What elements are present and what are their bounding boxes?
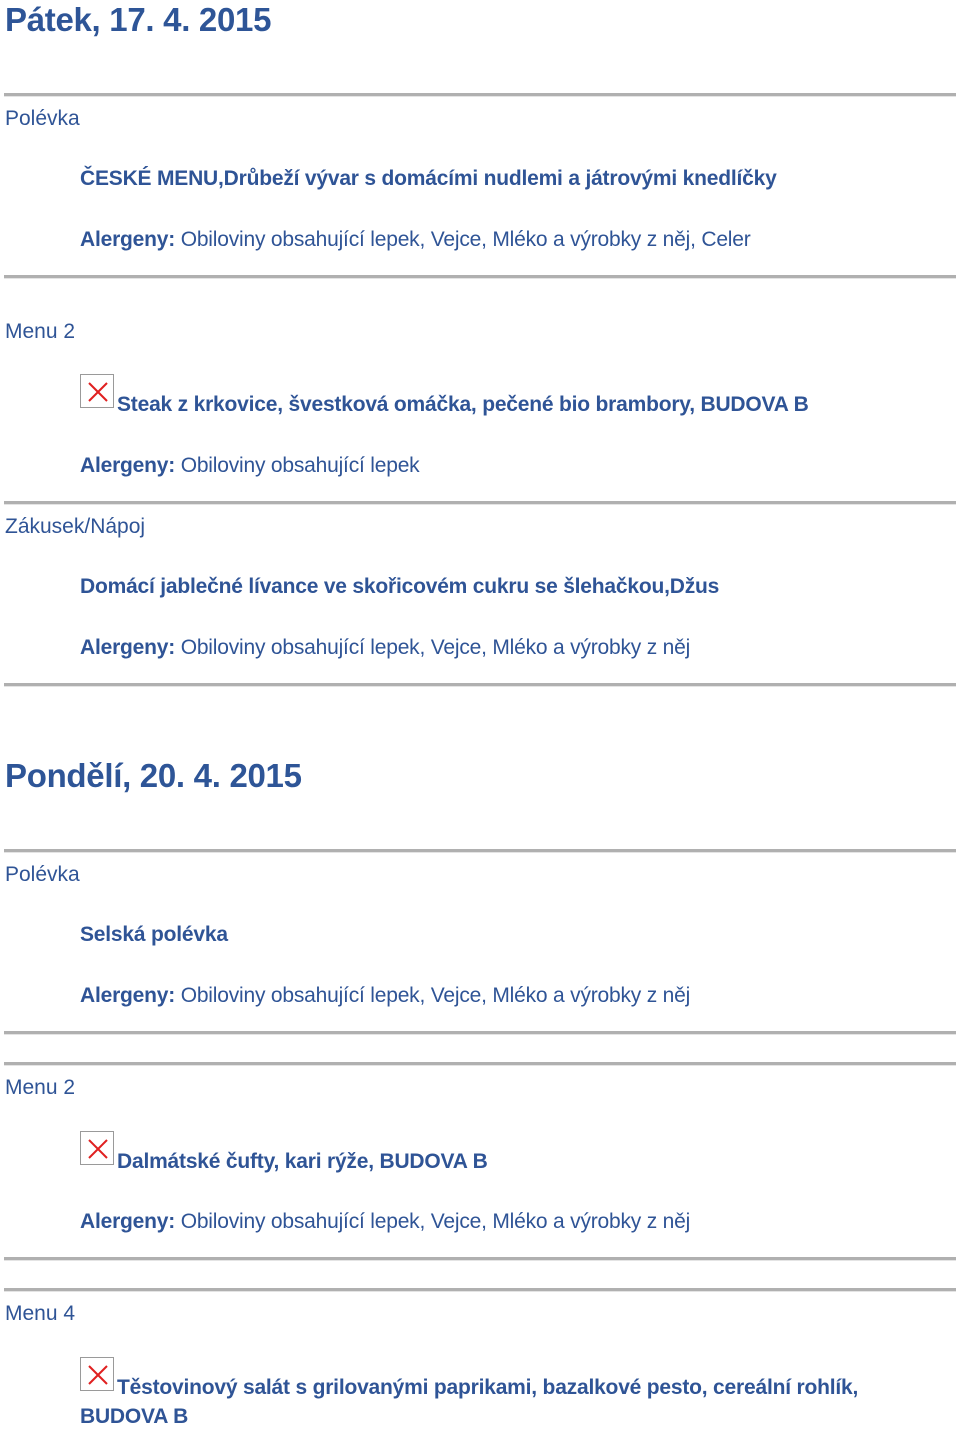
- divider: [4, 1062, 956, 1066]
- category-label: Menu 2: [5, 320, 76, 343]
- allergen-list: Obiloviny obsahující lepek: [175, 454, 420, 477]
- day-title: Pátek, 17. 4. 2015: [5, 1, 272, 38]
- dish-name: ČESKÉ MENU,Drůbeží vývar s domácími nudlemi a játrovými knedlíčky: [80, 167, 777, 190]
- allergen-list: Obiloviny obsahující lepek, Vejce, Mléko a výrobky z něj: [175, 636, 691, 659]
- divider: [4, 1257, 956, 1261]
- divider: [4, 275, 956, 279]
- dish-name-continued: BUDOVA B: [80, 1405, 189, 1428]
- allergen-list: Obiloviny obsahující lepek, Vejce, Mléko a výrobky z něj: [175, 1210, 691, 1233]
- allergen-line: [80, 983, 690, 1009]
- divider: [4, 683, 956, 687]
- category-label: Menu 2: [5, 1076, 76, 1099]
- dish-name: Steak z krkovice, švestková omáčka, pečené bio brambory, BUDOVA B: [117, 393, 809, 416]
- dish-name: Těstovinový salát s grilovanými paprikami, bazalkové pesto, cereální rohlík,: [117, 1376, 859, 1399]
- allergen-label: Alergeny:: [80, 1210, 176, 1233]
- divider: [4, 93, 956, 97]
- category-label: Polévka: [5, 107, 80, 130]
- allergen-line: [80, 635, 690, 661]
- divider: [4, 501, 956, 505]
- allergen-line: [80, 1209, 690, 1235]
- divider: [4, 1288, 956, 1292]
- divider: [4, 1031, 956, 1035]
- allergen-list: Obiloviny obsahující lepek, Vejce, Mléko a výrobky z něj, Celer: [175, 228, 751, 251]
- allergen-label: Alergeny:: [80, 984, 176, 1007]
- broken-image-icon: [80, 374, 114, 408]
- allergen-line: [80, 453, 419, 479]
- broken-image-icon: [80, 1357, 114, 1391]
- category-label: Zákusek/Nápoj: [5, 515, 146, 538]
- dish-name: Selská polévka: [80, 923, 228, 946]
- allergen-label: Alergeny:: [80, 228, 176, 251]
- allergen-label: Alergeny:: [80, 454, 176, 477]
- broken-image-icon: [80, 1131, 114, 1165]
- category-label: Menu 4: [5, 1302, 76, 1325]
- allergen-line: [80, 227, 751, 253]
- dish-name: Domácí jablečné lívance ve skořicovém cukru se šlehačkou,Džus: [80, 575, 720, 598]
- dish-name: Dalmátské čufty, kari rýže, BUDOVA B: [117, 1150, 488, 1173]
- divider: [4, 849, 956, 853]
- day-title: Pondělí, 20. 4. 2015: [5, 757, 302, 794]
- allergen-list: Obiloviny obsahující lepek, Vejce, Mléko a výrobky z něj: [175, 984, 691, 1007]
- allergen-label: Alergeny:: [80, 636, 176, 659]
- category-label: Polévka: [5, 863, 80, 886]
